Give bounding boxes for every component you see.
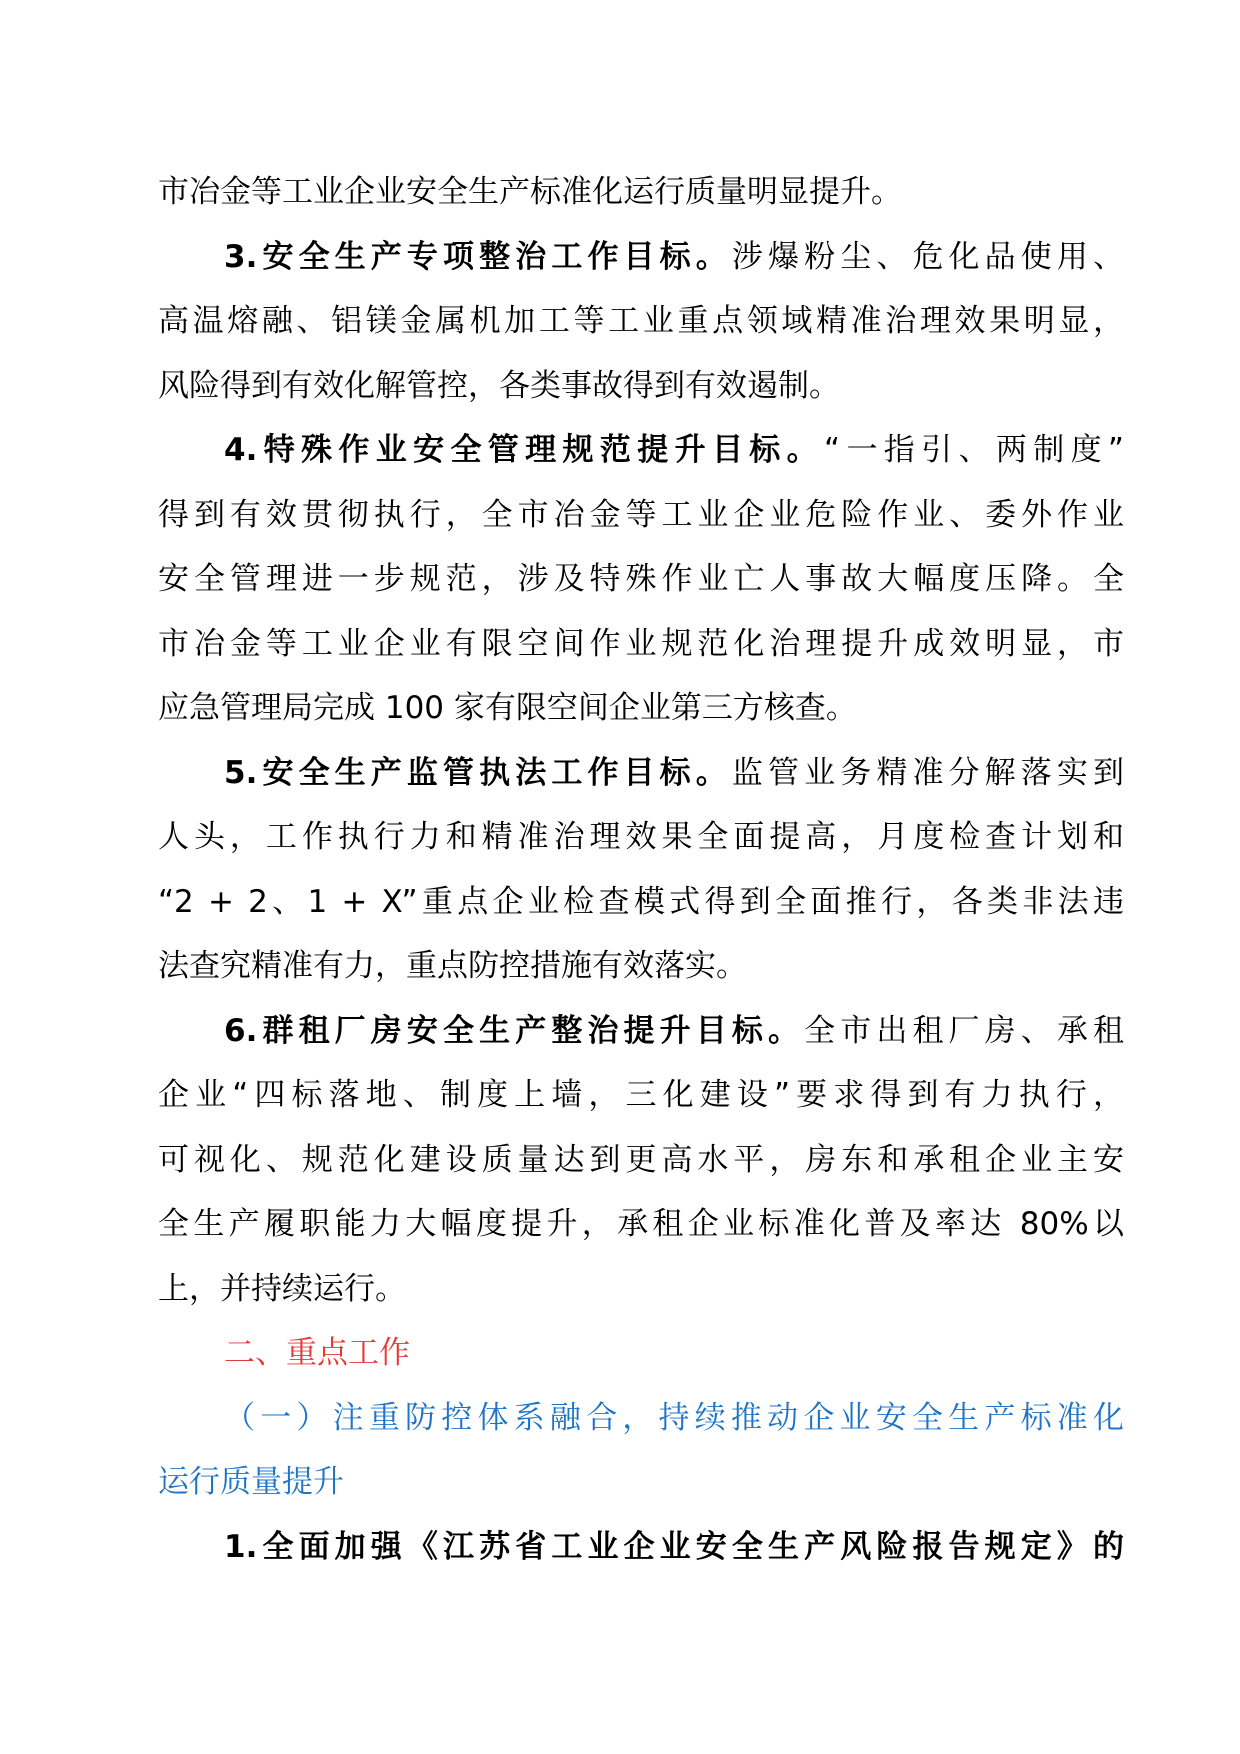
paragraph-item-1-line-1: [158, 1515, 1124, 1580]
text-line: 法查究精准有力，重点防控措施有效落实。: [158, 948, 747, 984]
text-line: 得到有效贯彻执行，全市冶金等工业企业危险作业、委外作业: [158, 496, 1124, 533]
paragraph-item-4-line-2: [158, 483, 1124, 548]
paragraph-item-5-line-2: [158, 805, 1124, 870]
text-line: 可视化、规范化建设质量达到更高水平，房东和承租企业主安: [158, 1141, 1124, 1178]
text-line: 市冶金等工业企业安全生产标准化运行质量明显提升。: [158, 174, 902, 210]
paragraph-item-4-line-4: [158, 612, 1124, 677]
paragraph-item-5-line-1: [158, 741, 1124, 806]
text-line: 高温熔融、铝镁金属机加工等工业重点领域精准治理效果明显，: [158, 303, 1124, 339]
text-line: 上，并持续运行。: [158, 1270, 406, 1307]
text-line: 全生产履职能力大幅度提升，承租企业标准化普及率达 80%以: [158, 1206, 1124, 1242]
subsection-heading-line-2: [158, 1450, 1124, 1515]
paragraph-item-6-line-4: [158, 1192, 1124, 1257]
document-page: [158, 160, 1124, 1579]
section-heading: [158, 1321, 1124, 1386]
text-line: 涉爆粉尘、危化品使用、: [731, 238, 1124, 275]
item-4-lead: 4.特殊作业安全管理规范提升目标。: [224, 432, 825, 468]
paragraph-item-6-line-1: [158, 999, 1124, 1064]
text-line: “2 + 2、1 + X”重点企业检查模式得到全面推行，各类非法违: [158, 883, 1124, 920]
paragraph-item-5-line-3: [158, 870, 1124, 935]
paragraph-item-3-line-1: [158, 225, 1124, 290]
subsection-heading-text: 运行质量提升: [158, 1464, 344, 1500]
text-line: “一指引、两制度”: [824, 432, 1124, 468]
paragraph-item-4-line-1: [158, 418, 1124, 483]
item-6-lead: 6.群租厂房安全生产整治提升目标。: [224, 1012, 805, 1049]
paragraph-item-5-line-4: [158, 934, 1124, 999]
paragraph-item-3-line-2: [158, 289, 1124, 354]
text-line: 监管业务精准分解落实到: [731, 754, 1124, 791]
item-3-lead: 3.安全生产专项整治工作目标。: [224, 238, 732, 275]
item-5-lead: 5.安全生产监管执法工作目标。: [224, 754, 732, 791]
paragraph-item-4-line-3: [158, 547, 1124, 612]
text-line: 人头，工作执行力和精准治理效果全面提高，月度检查计划和: [158, 819, 1124, 855]
text-line: 企业“四标落地、制度上墙，三化建设”要求得到有力执行，: [158, 1077, 1124, 1113]
paragraph-item-4-line-5: [158, 676, 1124, 741]
paragraph-item-6-line-2: [158, 1063, 1124, 1128]
text-line: 应急管理局完成 100 家有限空间企业第三方核查。: [158, 690, 857, 726]
text-line: 安全管理进一步规范，涉及特殊作业亡人事故大幅度压降。全: [158, 561, 1124, 597]
text-line: 风险得到有效化解管控，各类事故得到有效遏制。: [158, 367, 840, 404]
section-heading-text: 二、重点工作: [224, 1335, 410, 1371]
text-line: 全市出租厂房、承租: [804, 1012, 1124, 1049]
paragraph-item-6-line-5: [158, 1257, 1124, 1322]
subsection-heading-text: （一）注重防控体系融合，持续推动企业安全生产标准化: [224, 1399, 1124, 1436]
item-1-lead: 1.全面加强《江苏省工业企业安全生产风险报告规定》的: [224, 1528, 1124, 1565]
paragraph-item-6-line-3: [158, 1128, 1124, 1193]
paragraph-item-3-line-3: [158, 354, 1124, 419]
paragraph-intro: [158, 160, 1124, 225]
text-line: 市冶金等工业企业有限空间作业规范化治理提升成效明显，市: [158, 625, 1124, 662]
subsection-heading-line-1: [158, 1386, 1124, 1451]
